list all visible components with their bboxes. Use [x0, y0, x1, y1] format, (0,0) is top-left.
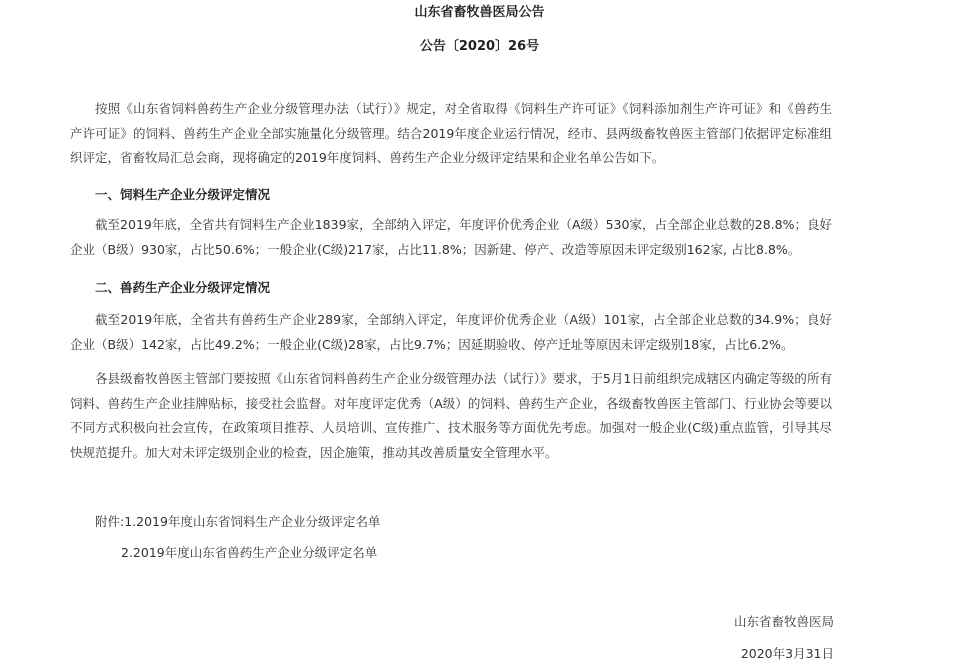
section-text-feed: 截至2019年底，全省共有饲料生产企业1839家，全部纳入评定，年度评价优秀企业（A级）530家，占全部企业总数的28.8%；良好企业（B级）930家，占比50.6%；一般企业(C级)217家，占比11.8%；因新建、停产、改造等原因未评定级别162家, 占比8.8%。: [70, 217, 832, 257]
announcement-title: 山东省畜牧兽医局公告: [414, 5, 545, 20]
attachment-item-1: 附件:1.2019年度山东省饲料生产企业分级评定名单: [95, 514, 381, 529]
section-heading-feed: 一、饲料生产企业分级评定情况: [95, 187, 271, 202]
signature-org: 山东省畜牧兽医局: [733, 614, 834, 629]
closing-paragraph: 各县级畜牧兽医主管部门要按照《山东省饲料兽药生产企业分级管理办法（试行）》要求，于5月1日前组织完成辖区内确定等级的所有饲料、兽药生产企业挂牌贴标，接受社会监督。对年度评定优秀（A级）的饲料、兽药生产企业，各级畜牧兽医主管部门、行业协会等要以不同方式积极向社会宣传，在政策项目推荐、人员培训、宣传推广、技术服务等方面优先考虑。加强对一般企业(C级)重点监管，引导其尽快规范提升。加大对未评定级别企业的检查，因企施策，推动其改善质量安全管理水平。: [70, 371, 832, 460]
section-heading-vet-drug: 二、兽药生产企业分级评定情况: [95, 280, 271, 295]
signature-date: 2020年3月31日: [740, 646, 834, 661]
announcement-number: 公告〔2020〕26号: [419, 39, 540, 54]
section-text-vet-drug: 截至2019年底，全省共有兽药生产企业289家，全部纳入评定，年度评价优秀企业（A级）101家，占全部企业总数的34.9%；良好企业（B级）142家，占比49.2%；一般企业(C级)28家，占比9.7%；因延期验收、停产迁址等原因未评定级别18家，占比6.2%。: [70, 312, 832, 352]
attachment-item-2: 2.2019年度山东省兽药生产企业分级评定名单: [121, 545, 378, 560]
intro-paragraph: 按照《山东省饲料兽药生产企业分级管理办法（试行）》规定，对全省取得《饲料生产许可证》《饲料添加剂生产许可证》和《兽药生产许可证》的饲料、兽药生产企业全部实施量化分级管理。结合2019年度企业运行情况，经市、县两级畜牧兽医主管部门依据评定标准组织评定，省畜牧局汇总会商，现将确定的2019年度饲料、兽药生产企业分级评定结果和企业名单公告如下。: [70, 101, 832, 165]
